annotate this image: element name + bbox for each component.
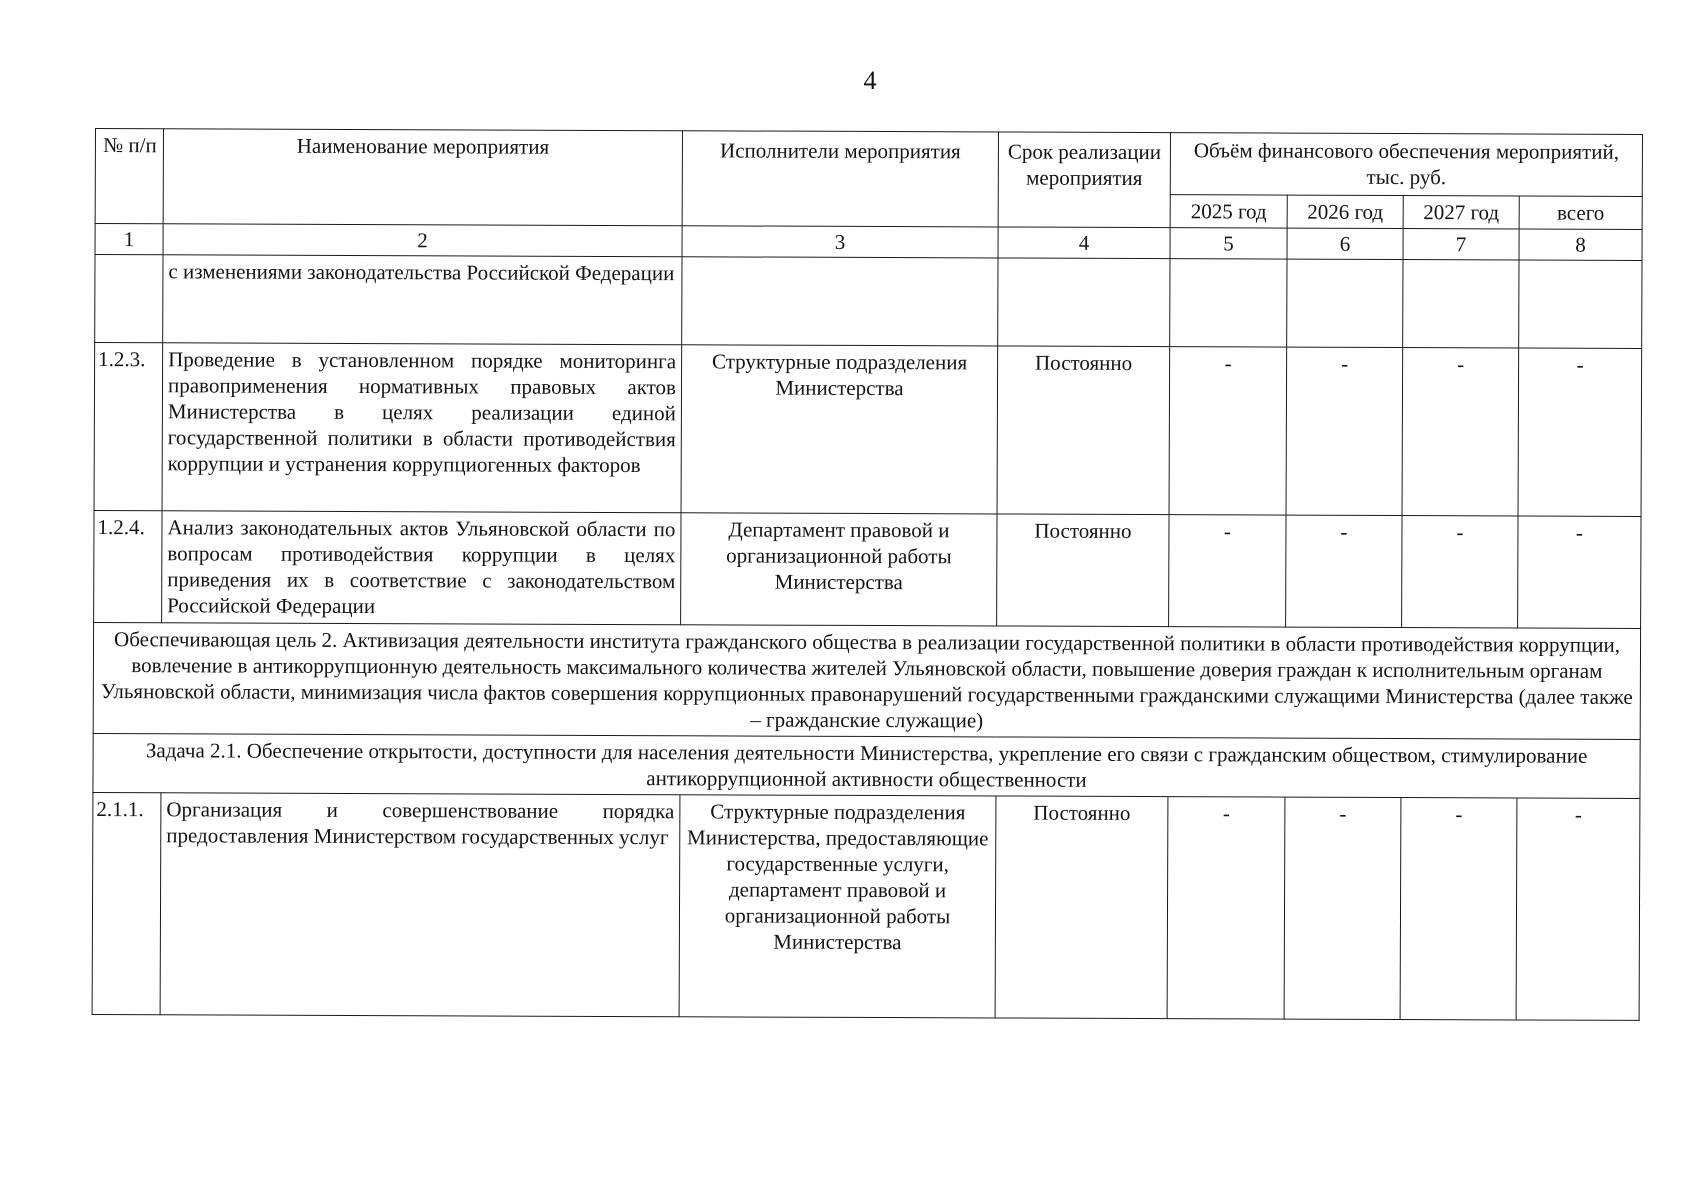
- row-executors: [682, 257, 998, 346]
- header-finance: Объём финансового обеспечения мероприятий, тыс. руб.: [1170, 133, 1642, 197]
- row-total: [1519, 260, 1642, 348]
- row-name: с изменениями законодательства Российской Федерации: [163, 255, 682, 345]
- row-number: 1.2.3.: [94, 343, 163, 511]
- header-total: всего: [1519, 196, 1642, 229]
- row-term: Постоянно: [997, 346, 1170, 515]
- table-row: [94, 343, 1642, 517]
- column-index-cell: 1: [95, 224, 163, 255]
- header-row: [95, 129, 1642, 197]
- row-term: Постоянно: [997, 514, 1169, 627]
- page-number: 4: [863, 66, 877, 95]
- column-index-cell: 5: [1170, 228, 1287, 259]
- row-total: -: [1518, 348, 1642, 516]
- goal-row: [93, 622, 1640, 739]
- table-row: [94, 510, 1641, 628]
- task-row: [93, 733, 1640, 798]
- row-number: [95, 255, 163, 343]
- row-executors: Структурные подразделения Министерства: [681, 345, 998, 514]
- header-no: № п/п: [95, 129, 163, 224]
- table-row: [92, 792, 1640, 1020]
- goal-2-text: Обеспечивающая цель 2. Активизация деятельности института гражданского общества в реализации государственной политики в области противодействия коррупции, вовлечение в антикоррупционную деятельность максимального количества жителей Ульяновской области, повышение доверия граждан к исполнительным органам Ульяновской области, минимизация числа фактов совершения коррупционных правонарушений государственными гражданскими служащими Министерства (далее также – гражданские служащие): [93, 622, 1640, 739]
- column-index-cell: 4: [998, 227, 1170, 259]
- row-2025: [1170, 259, 1287, 347]
- header-2027: 2027 год: [1403, 196, 1519, 229]
- row-name: Анализ законодательных актов Ульяновской области по вопросам противодействия коррупции в целях приведения их в соответствие с законодательством Российской Федерации: [162, 511, 681, 625]
- row-term: [998, 258, 1170, 347]
- row-2026: [1287, 259, 1403, 347]
- row-total: -: [1516, 798, 1640, 1020]
- row-2026: -: [1286, 515, 1402, 627]
- column-index-cell: 6: [1287, 228, 1403, 259]
- row-2027: -: [1402, 348, 1519, 516]
- row-number: 2.1.1.: [92, 792, 161, 1014]
- row-total: -: [1518, 516, 1641, 628]
- column-index-cell: 2: [163, 224, 682, 257]
- row-2027: -: [1400, 798, 1517, 1020]
- header-executors: Исполнители мероприятия: [682, 131, 998, 227]
- row-2027: [1403, 260, 1519, 348]
- row-2025: -: [1167, 797, 1285, 1019]
- table-row: [95, 255, 1642, 349]
- row-2026: -: [1286, 347, 1403, 515]
- header-2025: 2025 год: [1170, 195, 1287, 228]
- header-2026: 2026 год: [1287, 195, 1403, 228]
- row-executors: Департамент правовой и организационной работы Министерства: [681, 513, 997, 626]
- column-index-cell: 3: [682, 226, 998, 258]
- row-2027: -: [1402, 516, 1518, 628]
- column-index-cell: 8: [1519, 229, 1642, 260]
- row-2026: -: [1284, 797, 1401, 1019]
- row-2025: -: [1169, 515, 1286, 627]
- header-name: Наименование мероприятия: [163, 129, 682, 226]
- row-2025: -: [1169, 347, 1287, 515]
- task-2-1-text: Задача 2.1. Обеспечение открытости, доступности для населения деятельности Министерства, укрепление его связи с гражданским обществом, стимулирование антикоррупционной активности общественности: [93, 733, 1640, 798]
- row-number: 1.2.4.: [94, 510, 162, 622]
- row-name: Организация и совершенствование порядка предоставления Министерством государственных услуг: [160, 793, 680, 1017]
- activities-table: [92, 128, 1643, 1021]
- row-executors: Структурные подразделения Министерства, предоставляющие государственные услуги, департамент правовой и организационной работы Министерства: [679, 795, 996, 1018]
- row-name: Проведение в установленном порядке мониторинга правоприменения нормативных правовых актов Министерства в целях реализации единой государственной политики в области противодействия коррупции и устранения коррупциогенных факторов: [162, 343, 682, 513]
- column-index-cell: 7: [1403, 229, 1519, 260]
- header-term: Срок реализации мероприятия: [998, 132, 1170, 228]
- row-term: Постоянно: [995, 796, 1168, 1019]
